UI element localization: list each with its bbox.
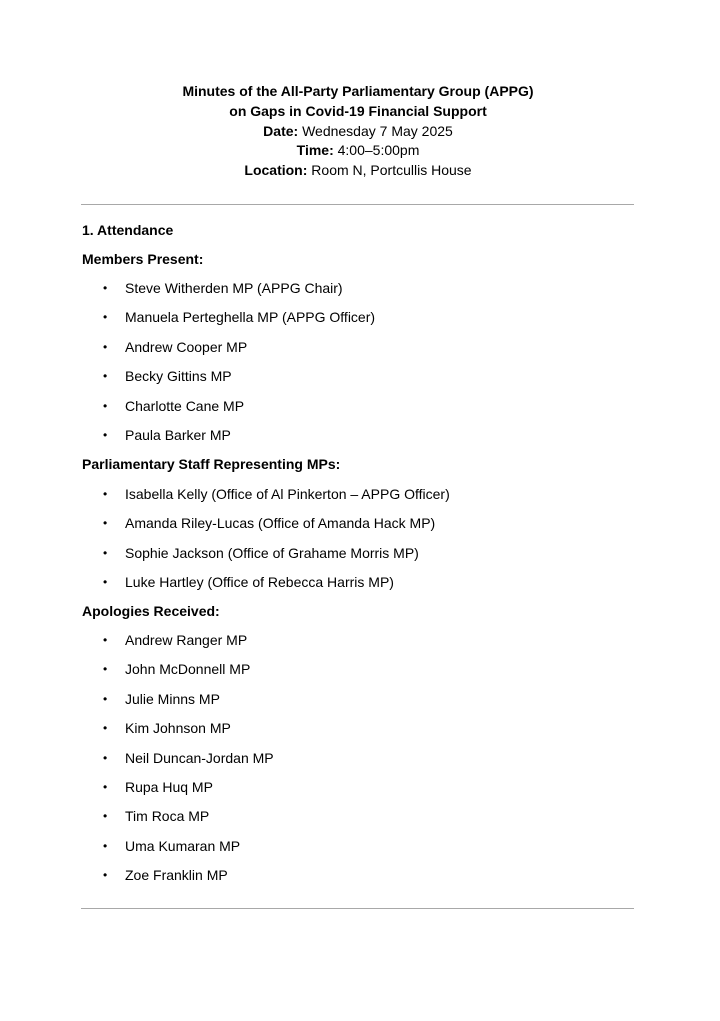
document-header bbox=[82, 82, 634, 181]
list-item-text: Andrew Ranger MP bbox=[125, 632, 248, 648]
time-label: Time: bbox=[296, 142, 334, 159]
members-present-heading: Members Present: bbox=[82, 251, 204, 267]
apologies-heading: Apologies Received: bbox=[82, 603, 220, 619]
bullet-icon: • bbox=[103, 838, 108, 853]
bullet-icon: • bbox=[103, 487, 108, 501]
time-value: 4:00–5:00pm bbox=[333, 142, 420, 159]
date-label: Date: bbox=[263, 122, 299, 139]
meeting-time bbox=[82, 141, 634, 161]
location-label: Location: bbox=[244, 162, 308, 179]
bullet-icon: • bbox=[103, 369, 108, 384]
list-item-text: Luke Hartley (Office of Rebecca Harris MP) bbox=[125, 574, 394, 591]
list-item-text: Julie Minns MP bbox=[125, 690, 220, 707]
list-item-text: Manuela Perteghella MP (APPG Officer) bbox=[125, 309, 376, 326]
bullet-icon: • bbox=[103, 545, 108, 560]
meeting-location bbox=[82, 161, 634, 181]
divider-top bbox=[81, 204, 634, 205]
bullet-icon: • bbox=[103, 868, 108, 883]
title-line-2: on Gaps in Covid-19 Financial Support bbox=[229, 102, 487, 119]
list-item-text: Neil Duncan-Jordan MP bbox=[125, 749, 274, 766]
title-line-1: Minutes of the All-Party Parliamentary Group (APPG) bbox=[182, 83, 534, 99]
bullet-icon: • bbox=[103, 575, 108, 590]
bullet-icon: • bbox=[103, 281, 108, 295]
date-value: Wednesday 7 May 2025 bbox=[298, 122, 453, 139]
list-item-text: Zoe Franklin MP bbox=[125, 867, 228, 884]
bullet-icon: • bbox=[103, 721, 108, 736]
list-item-text: Paula Barker MP bbox=[125, 426, 231, 443]
bullet-icon: • bbox=[103, 310, 108, 325]
list-item-text: Sophie Jackson (Office of Grahame Morris MP) bbox=[125, 544, 419, 561]
list-item-text: Amanda Riley-Lucas (Office of Amanda Hack MP) bbox=[125, 515, 436, 532]
bullet-icon: • bbox=[103, 779, 108, 794]
divider-bottom bbox=[81, 908, 634, 909]
list-item-text: John McDonnell MP bbox=[125, 661, 251, 678]
bullet-icon: • bbox=[103, 427, 108, 442]
staff-representing-heading: Parliamentary Staff Representing MPs: bbox=[82, 456, 341, 472]
bullet-icon: • bbox=[103, 339, 108, 354]
bullet-icon: • bbox=[103, 809, 108, 824]
list-item-text: Kim Johnson MP bbox=[125, 720, 231, 737]
list-item-text: Uma Kumaran MP bbox=[125, 837, 241, 854]
bullet-icon: • bbox=[103, 633, 108, 647]
meeting-date bbox=[82, 122, 634, 142]
section-title-attendance: 1. Attendance bbox=[82, 222, 174, 238]
list-item-text: Isabella Kelly (Office of Al Pinkerton – APPG Officer) bbox=[125, 486, 450, 502]
bullet-icon: • bbox=[103, 750, 108, 765]
bullet-icon: • bbox=[103, 662, 108, 677]
location-value: Room N, Portcullis House bbox=[307, 162, 472, 179]
list-item-text: Charlotte Cane MP bbox=[125, 397, 245, 414]
list-item-text: Becky Gittins MP bbox=[125, 368, 232, 385]
list-item-text: Andrew Cooper MP bbox=[125, 338, 248, 355]
bullet-icon: • bbox=[103, 516, 108, 531]
list-item-text: Rupa Huq MP bbox=[125, 778, 213, 795]
list-item-text: Steve Witherden MP (APPG Chair) bbox=[125, 280, 343, 296]
list-item-text: Tim Roca MP bbox=[125, 808, 210, 825]
bullet-icon: • bbox=[103, 398, 108, 413]
bullet-icon: • bbox=[103, 691, 108, 706]
